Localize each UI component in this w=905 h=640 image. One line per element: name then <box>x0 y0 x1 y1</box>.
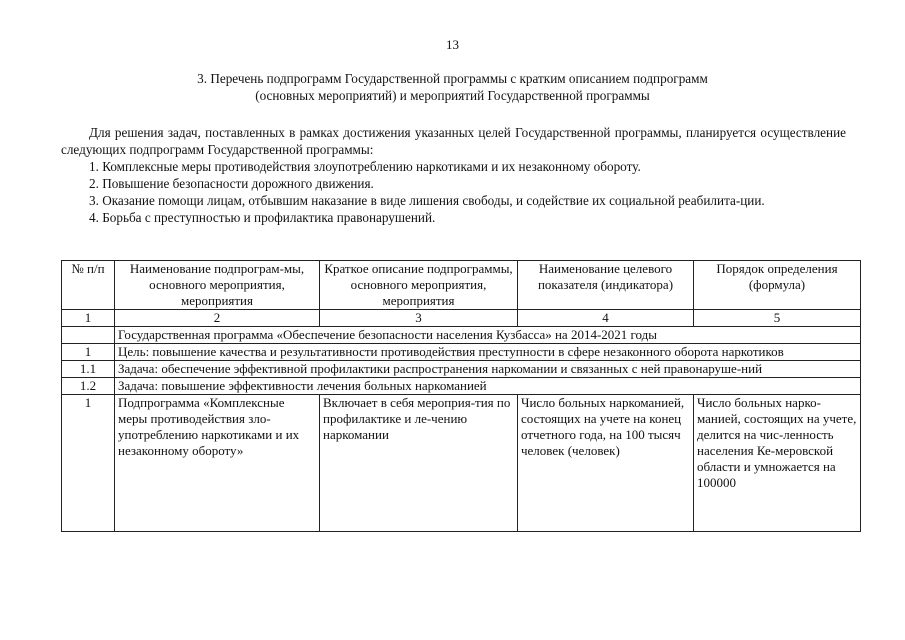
subprogram-item-4: 4. Борьба с преступностью и профилактика правонарушений. <box>89 210 436 225</box>
header-indicator: Наименование целевого показателя (индикатора) <box>518 261 694 310</box>
subprogram-item-2: 2. Повышение безопасности дорожного движения. <box>89 176 374 191</box>
subprogram-item-1: 1. Комплексные меры противодействия злоупотреблению наркотиками и их незаконному обороту. <box>89 159 641 174</box>
header-formula: Порядок определения (формула) <box>694 261 861 310</box>
row-number: 1.2 <box>62 378 115 395</box>
subprogram-detail-row <box>62 395 861 532</box>
header-description: Краткое описание подпрограммы, основного мероприятия, мероприятия <box>320 261 518 310</box>
subprogram-description: Включает в себя мероприя-тия по профилактике и ле-чению наркомании <box>320 395 518 532</box>
table-row <box>62 344 861 361</box>
subprogram-name: Подпрограмма «Комплексные меры противодействия зло-употреблению наркотиками и их незаконному обороту» <box>115 395 320 532</box>
row-number: 1 <box>62 395 115 532</box>
row-number: 1 <box>62 344 115 361</box>
goal-text: Цель: повышение качества и результативности противодействия преступности в сфере незаконного оборота наркотиков <box>115 344 861 361</box>
indicator-formula: Число больных нарко-манией, состоящих на учете, делится на чис-ленность населения Ке-меровской области и умножается на 100000 <box>694 395 861 532</box>
column-number: 4 <box>518 310 694 327</box>
intro-text <box>61 124 846 226</box>
column-number: 3 <box>320 310 518 327</box>
column-number: 5 <box>694 310 861 327</box>
program-row-number <box>62 327 115 344</box>
task-text: Задача: повышение эффективности лечения больных наркоманией <box>115 378 861 395</box>
subprograms-table <box>61 260 861 532</box>
intro-paragraph: Для решения задач, поставленных в рамках достижения указанных целей Государственной программы, планируется осуществление следующих подпрограмм Государственной программы: <box>61 125 846 157</box>
heading-line-1: 3. Перечень подпрограмм Государственной программы с кратким описанием подпрограмм <box>197 71 708 86</box>
header-name: Наименование подпрограм-мы, основного мероприятия, мероприятия <box>115 261 320 310</box>
page-number: 13 <box>446 37 459 52</box>
column-numbers-row <box>62 310 861 327</box>
table-header-row <box>62 261 861 310</box>
section-heading <box>60 70 845 104</box>
indicator-name: Число больных наркоманией, состоящих на учете на конец отчетного года, на 100 тысяч человек (человек) <box>518 395 694 532</box>
table-row <box>62 361 861 378</box>
row-number: 1.1 <box>62 361 115 378</box>
header-number: № п/п <box>62 261 115 310</box>
task-text: Задача: обеспечение эффективной профилактики распространения наркомании и связанных с ней правонаруше-ний <box>115 361 861 378</box>
column-number: 1 <box>62 310 115 327</box>
program-row <box>62 327 861 344</box>
subprogram-item-3: 3. Оказание помощи лицам, отбывшим наказание в виде лишения свободы, и содействие их социальной реабилита-ции. <box>89 193 765 208</box>
table-row <box>62 378 861 395</box>
program-title: Государственная программа «Обеспечение безопасности населения Кузбасса» на 2014-2021 годы <box>115 327 861 344</box>
column-number: 2 <box>115 310 320 327</box>
heading-line-2: (основных мероприятий) и мероприятий Государственной программы <box>255 88 650 103</box>
